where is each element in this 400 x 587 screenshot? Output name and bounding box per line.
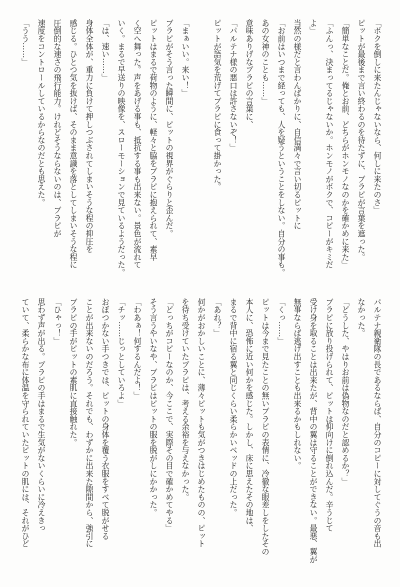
- text-column: あの女神のことも……」: [261, 19, 270, 105]
- text-column: ピットはまるで荷物のように、軽々と脇をブラピに抱えられて、素早: [149, 19, 158, 261]
- text-column: パルテナ親衛隊の長であるならば、自分のコピーに対してぐうの音も出: [373, 298, 382, 548]
- text-column: 「どっちがコピーなのか、今ここで、実際その目で確かめてやる」: [165, 298, 174, 532]
- text-column: なかった。: [357, 298, 366, 337]
- text-column: 「簡単なことだ。俺とお前、どちらがホンモノなのかを確かめに来た」: [341, 19, 350, 269]
- bottom-text-block: [17, 298, 385, 570]
- text-column: 「あれ？」: [213, 298, 222, 337]
- text-column: 感じる。ひとつ気を抜けば、そのまま意識を落としてしまいそうな程に: [69, 19, 78, 269]
- text-column: 「チッ……じっとしていろよ」: [117, 298, 126, 408]
- text-column: ブラピの手がピットの素肌に直接触れた。: [69, 298, 78, 447]
- text-column: 「は、速い……」: [101, 19, 110, 82]
- text-column: ことが出来ないのだろう。それでも、わずかに出来た隙間から、強引に: [85, 298, 94, 548]
- text-column: 「まぁいい。来い！」: [181, 19, 190, 97]
- text-column: 「ふんっ、決まってるじゃないか。ホンモノがボクで、コピーがキミだ: [325, 19, 334, 269]
- text-column: そう言うやいなや、ブラピはピットの服を脱がしにかかった。: [149, 298, 158, 517]
- text-column: 速度をコントロールしているからなのだとも思えた。: [37, 19, 46, 207]
- text-column: く空へ舞った。声をあげる事も、抵抗する事も出来ない。景色が流れて: [133, 19, 142, 269]
- text-column: 「お前はいつまで経っても、人を疑うということをしない。自分の事も。: [277, 19, 286, 277]
- top-text-block: [17, 19, 385, 281]
- text-column: ていて、柔らかな布に体温を守られていたピットの肌には、それがひど: [21, 298, 30, 548]
- text-column: 「ひゃっ！」: [53, 298, 62, 345]
- scene-break: [193, 19, 209, 281]
- text-column: を待ち受けていたブラピは、考える余裕を与えなかった。: [181, 298, 190, 501]
- text-column: まるで背中に宿る翼と同じくらい柔らかいベッドの上だった。: [229, 298, 238, 517]
- text-column: 「ボクを倒しに来たんじゃないなら、何しに来たのさ」: [373, 19, 382, 214]
- text-column: 当然の様だと言わんばかりに、自信満々で言い切るピットに: [293, 19, 302, 230]
- text-column: よ」: [309, 19, 318, 35]
- text-column: 「パルテナ様の悪口は許さないぞ！」: [229, 19, 238, 152]
- text-column: 「どうした、やはりお前は偽物なのだと認めるか？」: [341, 298, 350, 486]
- text-column: 本人に、恐怖に近い何かを感じた。しかし、床に思えたその地は、: [245, 298, 254, 532]
- text-column: ブラピがそう言った瞬間に、ピットの視界がぐらりと歪んだ。: [165, 19, 174, 238]
- text-column: いく。まるで早送りの映像を、スローモーションで見ているようだった。: [117, 19, 126, 277]
- text-column: ピットが語気を荒げてブラピに食って掛かった。: [213, 19, 222, 191]
- text-column: ブラピに放り投げられて、ピットは仰向けに倒れ込んだ。辛うじて: [325, 298, 334, 532]
- text-column: 「わあぁ！何するんだよ！」: [133, 298, 142, 400]
- text-column: ピットが最後まで言い終わるのを待たずに、ブラピが言葉を遮った。: [357, 19, 366, 261]
- text-column: 意味ありげなブラピの言葉に、: [245, 19, 254, 129]
- text-column: 無事ならば逃げ出すことも出来るかもしれない。: [293, 298, 302, 470]
- text-column: 「うう……」: [21, 19, 30, 66]
- text-column: 身体全体が、重力に負けて押しつぶされてしまいそうな程の抑圧を: [85, 19, 94, 253]
- text-column: 思わず声が出る。ブラピの手はまるで生気がないくらいに冷えきっ: [37, 298, 46, 532]
- text-column: おぼつかない手つきでは、ピットの身体を覆う衣服をすべて脱がせる: [101, 298, 110, 540]
- text-column: 受け身を取ることは出来たが、背中の翼は守ることができない。最悪、翼が: [309, 298, 318, 564]
- text-column: 何かがおかしいことに、薄々ピットも気がつきはじめたものの、ピット: [197, 298, 206, 548]
- text-column: 「くっ……」: [277, 298, 286, 345]
- text-column: ピットは今まで見たことの無いブラピの表情に、冷徹な眼差しをしたその: [261, 298, 270, 556]
- text-column: 圧倒的な速さの飛行能力。けれどそうならないのは、ブラピが: [53, 19, 62, 238]
